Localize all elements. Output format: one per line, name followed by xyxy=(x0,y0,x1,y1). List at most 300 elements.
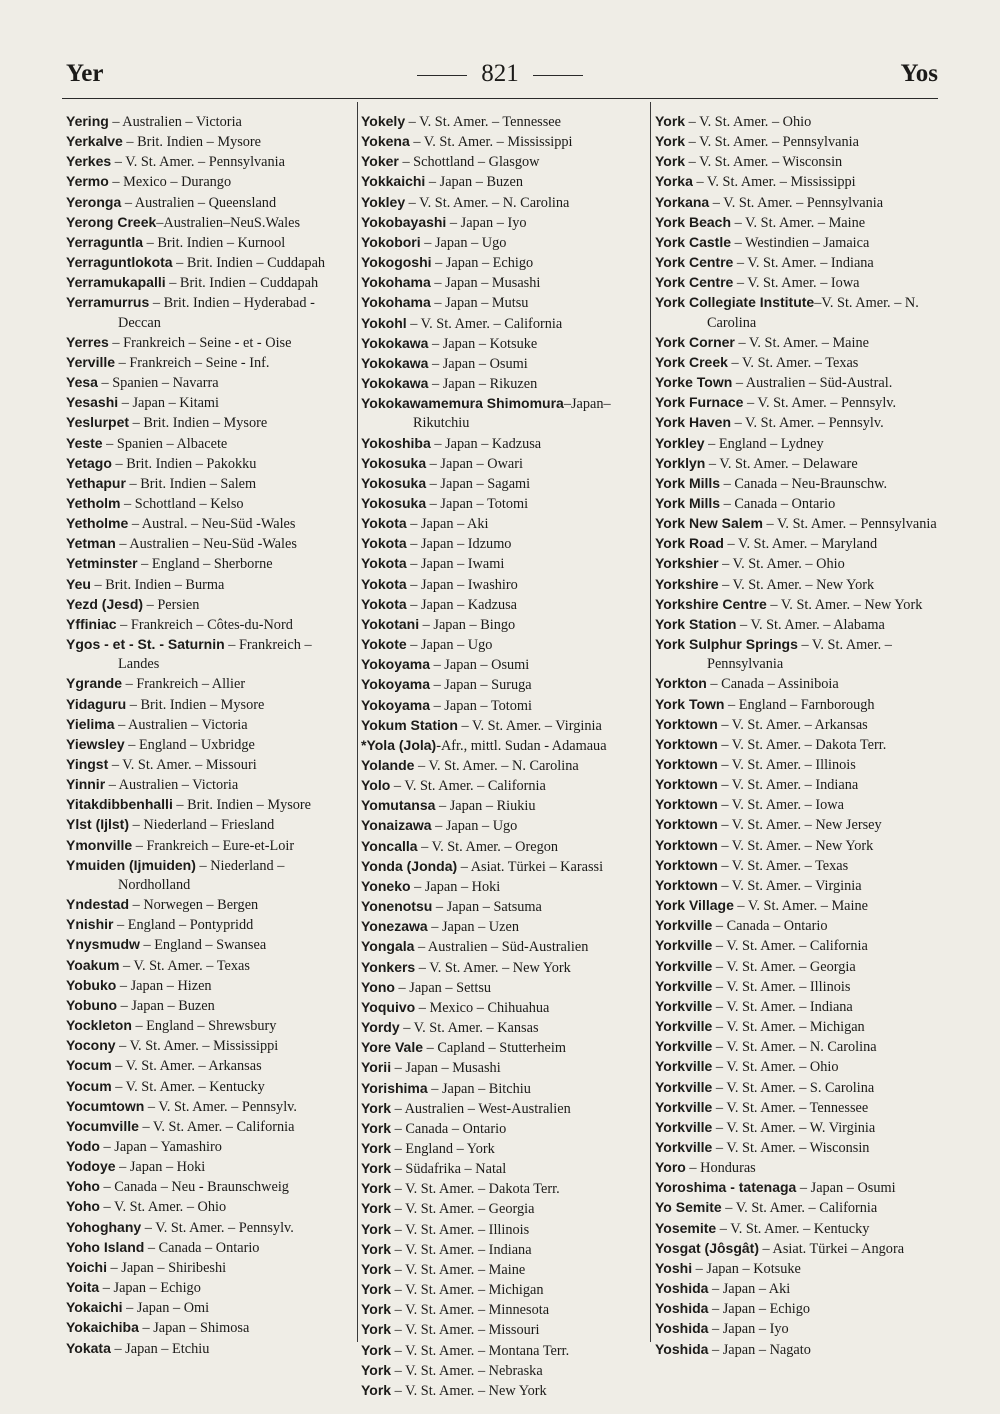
place-name: Ynysmudw xyxy=(66,936,140,953)
gazetteer-entry xyxy=(655,775,941,795)
place-location: – Japan – Satsuma xyxy=(432,899,542,916)
place-location: – Japan – Owari xyxy=(426,455,523,472)
place-location: – Spanien – Navarra xyxy=(97,375,219,392)
gazetteer-entry xyxy=(655,293,941,332)
place-name: Yocum xyxy=(66,1057,112,1074)
place-name: York Haven xyxy=(655,414,731,431)
place-name: York Beach xyxy=(655,213,731,230)
place-location: – Japan – Kotsuke xyxy=(428,335,538,352)
gazetteer-entry xyxy=(361,554,645,574)
place-name: Yonaizawa xyxy=(361,817,432,834)
place-location: – England – Shrewsbury xyxy=(131,1018,277,1035)
place-name: Yorkville xyxy=(655,997,713,1014)
place-name: Yidaguru xyxy=(66,695,127,712)
gazetteer-entry xyxy=(655,815,941,835)
place-name: Yielima xyxy=(66,715,115,732)
place-location: – V. St. Amer. – Wisconsin xyxy=(712,1139,870,1156)
gazetteer-entry xyxy=(655,494,941,514)
place-location: – V. St. Amer. – Dakota Terr. xyxy=(391,1181,560,1198)
place-location: – V. St. Amer. – Michigan xyxy=(391,1282,544,1299)
gazetteer-entry xyxy=(361,434,645,454)
place-location: – V. St. Amer. – Texas xyxy=(119,957,250,974)
gazetteer-entry xyxy=(361,675,645,695)
place-name: Yoshi xyxy=(655,1259,693,1276)
gazetteer-entry xyxy=(66,1077,354,1097)
gazetteer-entry xyxy=(361,857,645,877)
gazetteer-entry xyxy=(361,1179,645,1199)
place-name: Yokokawa xyxy=(361,334,429,351)
place-location: – Australien – Queensland xyxy=(121,194,277,211)
place-location: – Japan – Iyo xyxy=(446,214,527,231)
gazetteer-entry xyxy=(66,595,354,615)
place-name: Yokoyama xyxy=(361,676,430,693)
place-name: Yoichi xyxy=(66,1258,107,1275)
header-rule-right xyxy=(533,75,583,76)
place-name: Yoro xyxy=(655,1159,686,1176)
gazetteer-entry xyxy=(66,213,354,233)
place-name: Yokosuka xyxy=(361,454,427,471)
place-location: – Australien – Victoria xyxy=(114,716,248,733)
place-name: Yorktown xyxy=(655,876,718,893)
place-name: Yore Vale xyxy=(361,1039,424,1056)
place-name: Yosemite xyxy=(655,1219,717,1236)
gazetteer-entry xyxy=(66,635,354,674)
page-header xyxy=(0,52,1000,96)
gazetteer-entry xyxy=(655,876,941,896)
place-name: Yorkville xyxy=(655,937,713,954)
place-location: – Japan – Totomi xyxy=(426,495,529,512)
place-name: Yonkers xyxy=(361,958,416,975)
gazetteer-entry xyxy=(361,1220,645,1240)
place-name: York xyxy=(361,1119,392,1136)
gazetteer-entry xyxy=(66,494,354,514)
place-location: – Canada – Ontario xyxy=(144,1239,260,1256)
place-name: Yermo xyxy=(66,173,109,190)
place-name: York Collegiate Institute xyxy=(655,294,815,311)
place-location: – Japan – Aki xyxy=(708,1281,791,1298)
place-location: – Canada – Ontario xyxy=(712,918,828,935)
place-name: Yorkville xyxy=(655,1058,713,1075)
place-name: Yokokawa xyxy=(361,375,429,392)
place-location: – V. St. Amer. – Virginia xyxy=(457,717,602,734)
place-name: York xyxy=(361,1381,392,1398)
gazetteer-entry xyxy=(66,1258,354,1278)
gazetteer-entry xyxy=(66,735,354,755)
place-name: Yorkville xyxy=(655,1078,713,1095)
place-location: – V. St. Amer. – Iowa xyxy=(733,275,860,292)
place-name: Yorktown xyxy=(655,735,718,752)
place-location: – Japan – Aki xyxy=(406,516,489,533)
place-name: Yetholm xyxy=(66,494,121,511)
place-name: Yingst xyxy=(66,756,109,772)
gazetteer-entry xyxy=(361,575,645,595)
gazetteer-entry xyxy=(66,856,354,895)
place-name: Yorkville xyxy=(655,957,713,974)
place-name: Yocumville xyxy=(66,1117,139,1134)
place-name: Yorktown xyxy=(655,796,718,813)
gazetteer-entry xyxy=(361,193,645,213)
gazetteer-entry xyxy=(655,434,941,454)
place-name: Yitakdibbenhalli xyxy=(66,796,173,813)
place-name: Yoshida xyxy=(655,1280,709,1297)
place-name: Yokota xyxy=(361,555,407,572)
place-location: – Japan – Kitami xyxy=(118,395,220,412)
place-location: – Australien – Victoria xyxy=(105,777,239,794)
place-location: – Asiat. Türkei – Karassi xyxy=(457,858,604,875)
gazetteer-entry xyxy=(66,1298,354,1318)
place-location: – V. St. Amer. – Tennessee xyxy=(712,1099,869,1116)
header-last-entry: Yos xyxy=(900,60,938,87)
gazetteer-entry xyxy=(361,736,645,756)
place-name: Yokkaichi xyxy=(361,173,426,190)
gazetteer-entry xyxy=(66,575,354,595)
page-number-line xyxy=(0,60,1000,88)
place-name: Ynishir xyxy=(66,916,114,933)
gazetteer-entry xyxy=(361,494,645,514)
gazetteer-entry xyxy=(655,253,941,273)
place-location: – Canada – Neu - Braunschweig xyxy=(99,1179,289,1196)
gazetteer-entry xyxy=(66,132,354,152)
place-location: – Brit. Indien – Pakokku xyxy=(111,455,257,472)
place-name: York xyxy=(361,1281,392,1298)
place-location: –V. St. Amer. – N. Carolina xyxy=(707,295,919,331)
place-location: – V. St. Amer. – New York xyxy=(718,576,875,593)
place-name: Yoshida xyxy=(655,1340,709,1357)
gazetteer-entry xyxy=(66,836,354,856)
gazetteer-entry xyxy=(655,1319,941,1339)
gazetteer-entry xyxy=(655,474,941,494)
place-name: Yorkton xyxy=(655,675,707,692)
place-name: Yokosuka xyxy=(361,474,427,491)
column-divider-1 xyxy=(357,102,358,1342)
place-name: Yerraguntla xyxy=(66,233,144,250)
place-location: – V. St. Amer. – N. Carolina xyxy=(414,758,579,774)
place-location: – Frankreich – Seine - Inf. xyxy=(115,354,270,371)
place-name: Yetago xyxy=(66,454,112,471)
place-location: – Japan – Osumi xyxy=(430,657,530,674)
gazetteer-entry xyxy=(655,112,941,132)
place-name: York xyxy=(361,1220,392,1237)
place-location: – Japan – Osumi xyxy=(796,1180,896,1197)
place-name: York Centre xyxy=(655,274,734,291)
place-location: – Schottland – Glasgow xyxy=(398,154,540,171)
column-divider-2 xyxy=(650,102,651,1342)
place-name: Yorktown xyxy=(655,776,718,793)
gazetteer-entry xyxy=(655,635,941,674)
gazetteer-entry xyxy=(655,554,941,574)
gazetteer-entry xyxy=(66,976,354,996)
place-location: – V. St. Amer. – California xyxy=(721,1200,878,1217)
place-location: – Capland – Stutterheim xyxy=(423,1040,566,1057)
place-location: – Japan – Bingo xyxy=(419,616,516,633)
gazetteer-entry xyxy=(361,1300,645,1320)
gazetteer-entry xyxy=(66,1339,354,1359)
gazetteer-entry xyxy=(655,575,941,595)
gazetteer-entry xyxy=(361,937,645,957)
place-location: – V. St. Amer. – Pennsylvania xyxy=(685,134,859,151)
place-location: – Frankreich – Landes xyxy=(118,637,312,673)
gazetteer-entry xyxy=(655,896,941,916)
place-name: Yeronga xyxy=(66,193,122,210)
gazetteer-entry xyxy=(66,755,354,775)
place-name: Yorkley xyxy=(655,434,705,451)
place-name: Yokohama xyxy=(361,274,431,291)
gazetteer-entry xyxy=(655,836,941,856)
place-location: – England – York xyxy=(391,1140,495,1157)
place-location: – V. St. Amer. – Indiana xyxy=(717,777,859,794)
place-location: – V. St. Amer. – Illinois xyxy=(712,978,851,995)
gazetteer-entry xyxy=(655,715,941,735)
place-name: Yeslurpet xyxy=(66,414,130,431)
place-name: Yerville xyxy=(66,353,116,370)
gazetteer-entry xyxy=(361,837,645,857)
place-name: Yezd (Jesd) xyxy=(66,595,144,612)
place-name: Yohoghany xyxy=(66,1218,142,1235)
gazetteer-entry xyxy=(655,454,941,474)
place-name: Yorkana xyxy=(655,193,710,210)
place-name: Yokoyama xyxy=(361,696,430,713)
place-location: – Japan – Shiribeshi xyxy=(106,1259,227,1276)
place-name: Yorkshier xyxy=(655,555,719,572)
place-name: Yokohama xyxy=(361,294,431,311)
place-name: Yokotani xyxy=(361,615,420,632)
place-name: Yorkville xyxy=(655,1138,713,1155)
place-name: Yiewsley xyxy=(66,735,125,752)
gazetteer-entry xyxy=(361,514,645,534)
place-location: – Japan – Osumi xyxy=(428,355,528,372)
place-name: Yokum Station xyxy=(361,716,458,733)
place-name: Yorktown xyxy=(655,816,718,833)
place-location: – V. St. Amer. – Virginia xyxy=(717,877,862,894)
gazetteer-entry xyxy=(66,715,354,735)
gazetteer-entry xyxy=(655,1178,941,1198)
place-location: – Brit. Indien – Salem xyxy=(125,475,257,492)
place-name: Yorkville xyxy=(655,1098,713,1115)
gazetteer-entry xyxy=(66,333,354,353)
gazetteer-entry xyxy=(361,293,645,313)
place-name: Yokokawamemura Shimomura xyxy=(361,395,564,412)
place-location: – Japan – Iwashiro xyxy=(406,576,518,593)
place-name: Yorkville xyxy=(655,917,713,934)
gazetteer-entry xyxy=(655,695,941,715)
gazetteer-entry xyxy=(361,756,645,776)
gazetteer-entry xyxy=(655,1057,941,1077)
gazetteer-entry xyxy=(655,152,941,172)
gazetteer-entry xyxy=(361,213,645,233)
gazetteer-entry xyxy=(66,895,354,915)
gazetteer-entry xyxy=(361,716,645,736)
place-location: – V. St. Amer. – California xyxy=(406,315,563,332)
place-location: – V. St. Amer. – New York xyxy=(391,1382,547,1399)
place-name: Yokohl xyxy=(361,314,407,331)
gazetteer-entry xyxy=(361,233,645,253)
gazetteer-entry xyxy=(655,1340,941,1360)
place-location: – Brit. Indien – Cuddapah xyxy=(172,255,326,272)
place-location: – V. St. Amer. – Pennsylv. xyxy=(144,1098,297,1115)
gazetteer-entry xyxy=(655,957,941,977)
gazetteer-entry xyxy=(655,595,941,615)
place-location: – V. St. Amer. – Ohio xyxy=(99,1199,227,1216)
place-location: – V. St. Amer. – Indiana xyxy=(391,1241,532,1258)
gazetteer-entry xyxy=(66,474,354,494)
place-name: Yokota xyxy=(361,535,407,552)
gazetteer-entry xyxy=(66,393,354,413)
gazetteer-entry xyxy=(655,1158,941,1178)
place-location: – Australien – Victoria xyxy=(108,114,242,130)
place-name: Yobuno xyxy=(66,996,118,1013)
place-name: Yokogoshi xyxy=(361,254,432,271)
place-name: Yeste xyxy=(66,434,103,451)
gazetteer-entry xyxy=(66,293,354,332)
place-location: – Japan – Ugo xyxy=(431,818,518,835)
gazetteer-entry xyxy=(655,213,941,233)
place-location: – Japan – Idzumo xyxy=(406,536,512,553)
gazetteer-entry xyxy=(66,1318,354,1338)
place-name: Yoquivo xyxy=(361,998,416,1015)
gazetteer-entry xyxy=(655,393,941,413)
place-name: Yokokawa xyxy=(361,354,429,371)
gazetteer-entry xyxy=(66,253,354,273)
gazetteer-entry xyxy=(655,936,941,956)
gazetteer-entry xyxy=(655,1259,941,1279)
place-location: – Australien – Süd-Austral. xyxy=(732,375,893,392)
place-name: Yokley xyxy=(361,193,406,210)
place-location: – Frankreich – Eure-et-Loir xyxy=(132,837,295,854)
place-location: – V. St. Amer. – New York xyxy=(717,837,874,854)
place-location: – V. St. Amer. – Georgia xyxy=(712,958,856,975)
gazetteer-entry xyxy=(66,615,354,635)
place-name: York xyxy=(361,1301,392,1318)
gazetteer-entry xyxy=(66,514,354,534)
place-location: – Niederland – Nordholland xyxy=(118,857,285,893)
place-name: Yorkville xyxy=(655,1018,713,1035)
place-location: – Japan – Musashi xyxy=(391,1060,501,1077)
place-location: – V. St. Amer. – Missouri xyxy=(108,757,257,773)
gazetteer-entry xyxy=(66,1278,354,1298)
place-location: – Honduras xyxy=(685,1160,756,1177)
place-name: Yorktown xyxy=(655,715,718,732)
place-location: – Japan – Rikuzen xyxy=(428,376,538,393)
place-name: Yodoye xyxy=(66,1158,116,1175)
place-location: – V. St. Amer. – Delaware xyxy=(705,455,858,472)
place-location: – Brit. Indien – Kurnool xyxy=(143,234,286,251)
place-location: – Norwegen – Bergen xyxy=(129,897,259,914)
gazetteer-entry xyxy=(66,534,354,554)
gazetteer-entry xyxy=(66,112,354,132)
place-location: – Brit. Indien – Mysore xyxy=(172,797,312,814)
gazetteer-entry xyxy=(361,394,645,433)
place-location: – Westindien – Jamaica xyxy=(731,234,870,251)
place-name: Ylst (Ijlst) xyxy=(66,816,130,833)
place-location: – Japan – Echigo xyxy=(99,1280,201,1297)
place-location: – V. St. Amer. – Oregon xyxy=(417,838,559,855)
place-name: York xyxy=(361,1240,392,1257)
place-name: Yethapur xyxy=(66,474,126,491)
place-name: York Creek xyxy=(655,353,728,370)
place-location: – V. St. Amer. – New York xyxy=(415,959,571,976)
gazetteer-entry xyxy=(361,1038,645,1058)
gazetteer-entry xyxy=(655,333,941,353)
place-location: – V. St. Amer. – Ohio xyxy=(718,556,845,573)
gazetteer-entry xyxy=(655,233,941,253)
place-location: – V. St. Amer. – Alabama xyxy=(736,616,885,633)
place-name: Yoho xyxy=(66,1178,100,1195)
gazetteer-entry xyxy=(361,1361,645,1381)
place-name: Ygrande xyxy=(66,675,123,692)
place-location: – Canada – Ontario xyxy=(720,495,836,512)
place-location: – Brit. Indien – Mysore xyxy=(126,696,265,713)
gazetteer-entry xyxy=(655,353,941,373)
place-name: Yoita xyxy=(66,1279,100,1296)
gazetteer-entry xyxy=(655,373,941,393)
place-location: – V. St. Amer. – Pennsylvania xyxy=(709,194,884,211)
place-location: – V. St. Amer. – Tennessee xyxy=(405,114,561,130)
gazetteer-entry xyxy=(361,655,645,675)
gazetteer-entry xyxy=(361,314,645,334)
gazetteer-entry xyxy=(361,1199,645,1219)
place-name: Yerramurrus xyxy=(66,294,150,311)
place-name: Yndestad xyxy=(66,896,130,913)
place-name: Yonezawa xyxy=(361,918,428,935)
place-name: Yokota xyxy=(361,595,407,612)
gazetteer-entry xyxy=(655,1098,941,1118)
gazetteer-entry xyxy=(655,1017,941,1037)
place-name: Ymonville xyxy=(66,836,133,853)
gazetteer-entry xyxy=(655,795,941,815)
gazetteer-entry xyxy=(655,997,941,1017)
gazetteer-entry xyxy=(361,1058,645,1078)
place-name: York Sulphur Springs xyxy=(655,636,798,653)
gazetteer-entry xyxy=(361,1240,645,1260)
place-location: – Japan – Hoki xyxy=(410,878,501,895)
place-location: – V. St. Amer. – Mississippi xyxy=(115,1038,279,1055)
entry-column-1 xyxy=(66,112,354,1359)
gazetteer-entry xyxy=(361,877,645,897)
place-name: Yoncalla xyxy=(361,837,418,854)
gazetteer-entry xyxy=(655,273,941,293)
place-name: Yoakum xyxy=(66,956,120,973)
place-name: York xyxy=(361,1200,392,1217)
gazetteer-entry xyxy=(66,1137,354,1157)
place-name: Yokobori xyxy=(361,233,421,250)
place-name: Yosgat (Jôsgât) xyxy=(655,1239,759,1256)
place-location: – Brit. Indien – Mysore xyxy=(129,415,268,432)
gazetteer-entry xyxy=(66,956,354,976)
place-location: – V. St. Amer. – Kentucky xyxy=(111,1078,265,1095)
gazetteer-entry xyxy=(361,816,645,836)
place-name: Yetminster xyxy=(66,555,138,572)
place-location: – Japan – Iyo xyxy=(708,1321,789,1338)
gazetteer-entry xyxy=(361,595,645,615)
place-location: – V. St. Amer. – Pennsylv. xyxy=(141,1219,294,1236)
gazetteer-entry xyxy=(66,915,354,935)
gazetteer-entry xyxy=(655,1198,941,1218)
place-location: – V. St. Amer. – Maine xyxy=(731,214,866,231)
place-location: – Japan – Hoki xyxy=(115,1159,206,1176)
place-location: – Frankreich – Seine - et - Oise xyxy=(108,334,292,351)
place-location: – Japan – Settsu xyxy=(394,979,492,996)
place-location: – V. St. Amer. – California xyxy=(390,778,546,795)
place-name: Yorktown xyxy=(655,756,718,772)
gazetteer-entry xyxy=(655,674,941,694)
gazetteer-entry xyxy=(655,856,941,876)
gazetteer-entry xyxy=(66,1177,354,1197)
place-name: Yerramukapalli xyxy=(66,274,166,291)
gazetteer-entry xyxy=(361,1139,645,1159)
place-name: York xyxy=(361,1180,392,1197)
place-name: Yocony xyxy=(66,1037,116,1054)
place-name: York xyxy=(655,113,686,129)
